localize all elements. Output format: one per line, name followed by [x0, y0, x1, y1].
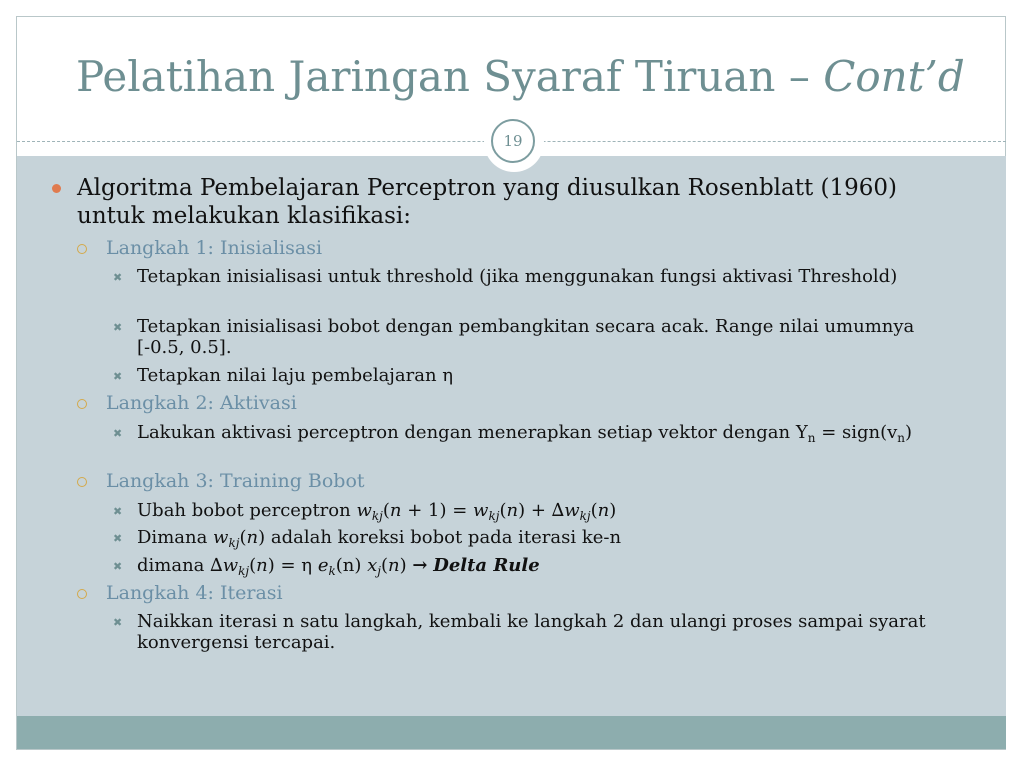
step-item: Tetapkan inisialisasi untuk threshold (jika menggunakan fungsi aktivasi Threshold) — [137, 266, 898, 287]
step-item: Dimana $w_{kj}(n)$ adalah koreksi bobot pada iterasi ke-n — [137, 527, 622, 550]
footer-bar — [17, 716, 1006, 749]
step-bullet-icon — [77, 399, 87, 409]
cross-bullet-icon: ✖ — [113, 321, 123, 334]
cross-bullet-icon: ✖ — [113, 271, 123, 284]
step-item: Naikkan iterasi n satu langkah, kembali ke langkah 2 dan ulangi proses sampai syarat konvergensi tercapai. — [137, 611, 926, 653]
cross-bullet-icon: ✖ — [113, 370, 123, 383]
step-item: Ubah bobot perceptron $w_{kj}(n + 1) = w_{kj}(n) + \Delta w_{kj}(n)$ — [137, 500, 617, 523]
level1-bullet-icon — [52, 184, 61, 193]
slide-title: Pelatihan Jaringan Syaraf Tiruan – Cont’d — [76, 52, 965, 101]
step-item: Tetapkan inisialisasi bobot dengan pembangkitan secara acak. Range nilai umumnya [-0.5, 0.5]. — [137, 316, 915, 358]
page-number: 19 — [491, 119, 535, 163]
step-title: Langkah 2: Aktivasi — [106, 392, 297, 414]
arrow-icon: → — [412, 555, 428, 576]
step-bullet-icon — [77, 477, 87, 487]
step-item: Tetapkan nilai laju pembelajaran η — [137, 365, 454, 386]
main-bullet-text: Algoritma Pembelajaran Perceptron yang diusulkan Rosenblatt (1960) untuk melakukan klasifikasi: — [77, 175, 898, 229]
step-title: Langkah 3: Training Bobot — [106, 470, 365, 492]
step-title: Langkah 1: Inisialisasi — [106, 237, 323, 259]
cross-bullet-icon: ✖ — [113, 616, 123, 629]
step-item: dimana $\Delta w_{kj}(n) = \eta$ $e_k(n) x_j(n)$ → Delta Rule — [137, 555, 540, 578]
step-item: Lakukan aktivasi perceptron dengan menerapkan setiap vektor dengan $Y_n$ = $sign(v_n)$ — [137, 422, 913, 445]
cross-bullet-icon: ✖ — [113, 532, 123, 545]
cross-bullet-icon: ✖ — [113, 427, 123, 440]
cross-bullet-icon: ✖ — [113, 505, 123, 518]
step-title: Langkah 4: Iterasi — [106, 582, 283, 604]
step-bullet-icon — [77, 244, 87, 254]
step-bullet-icon — [77, 589, 87, 599]
cross-bullet-icon: ✖ — [113, 560, 123, 573]
